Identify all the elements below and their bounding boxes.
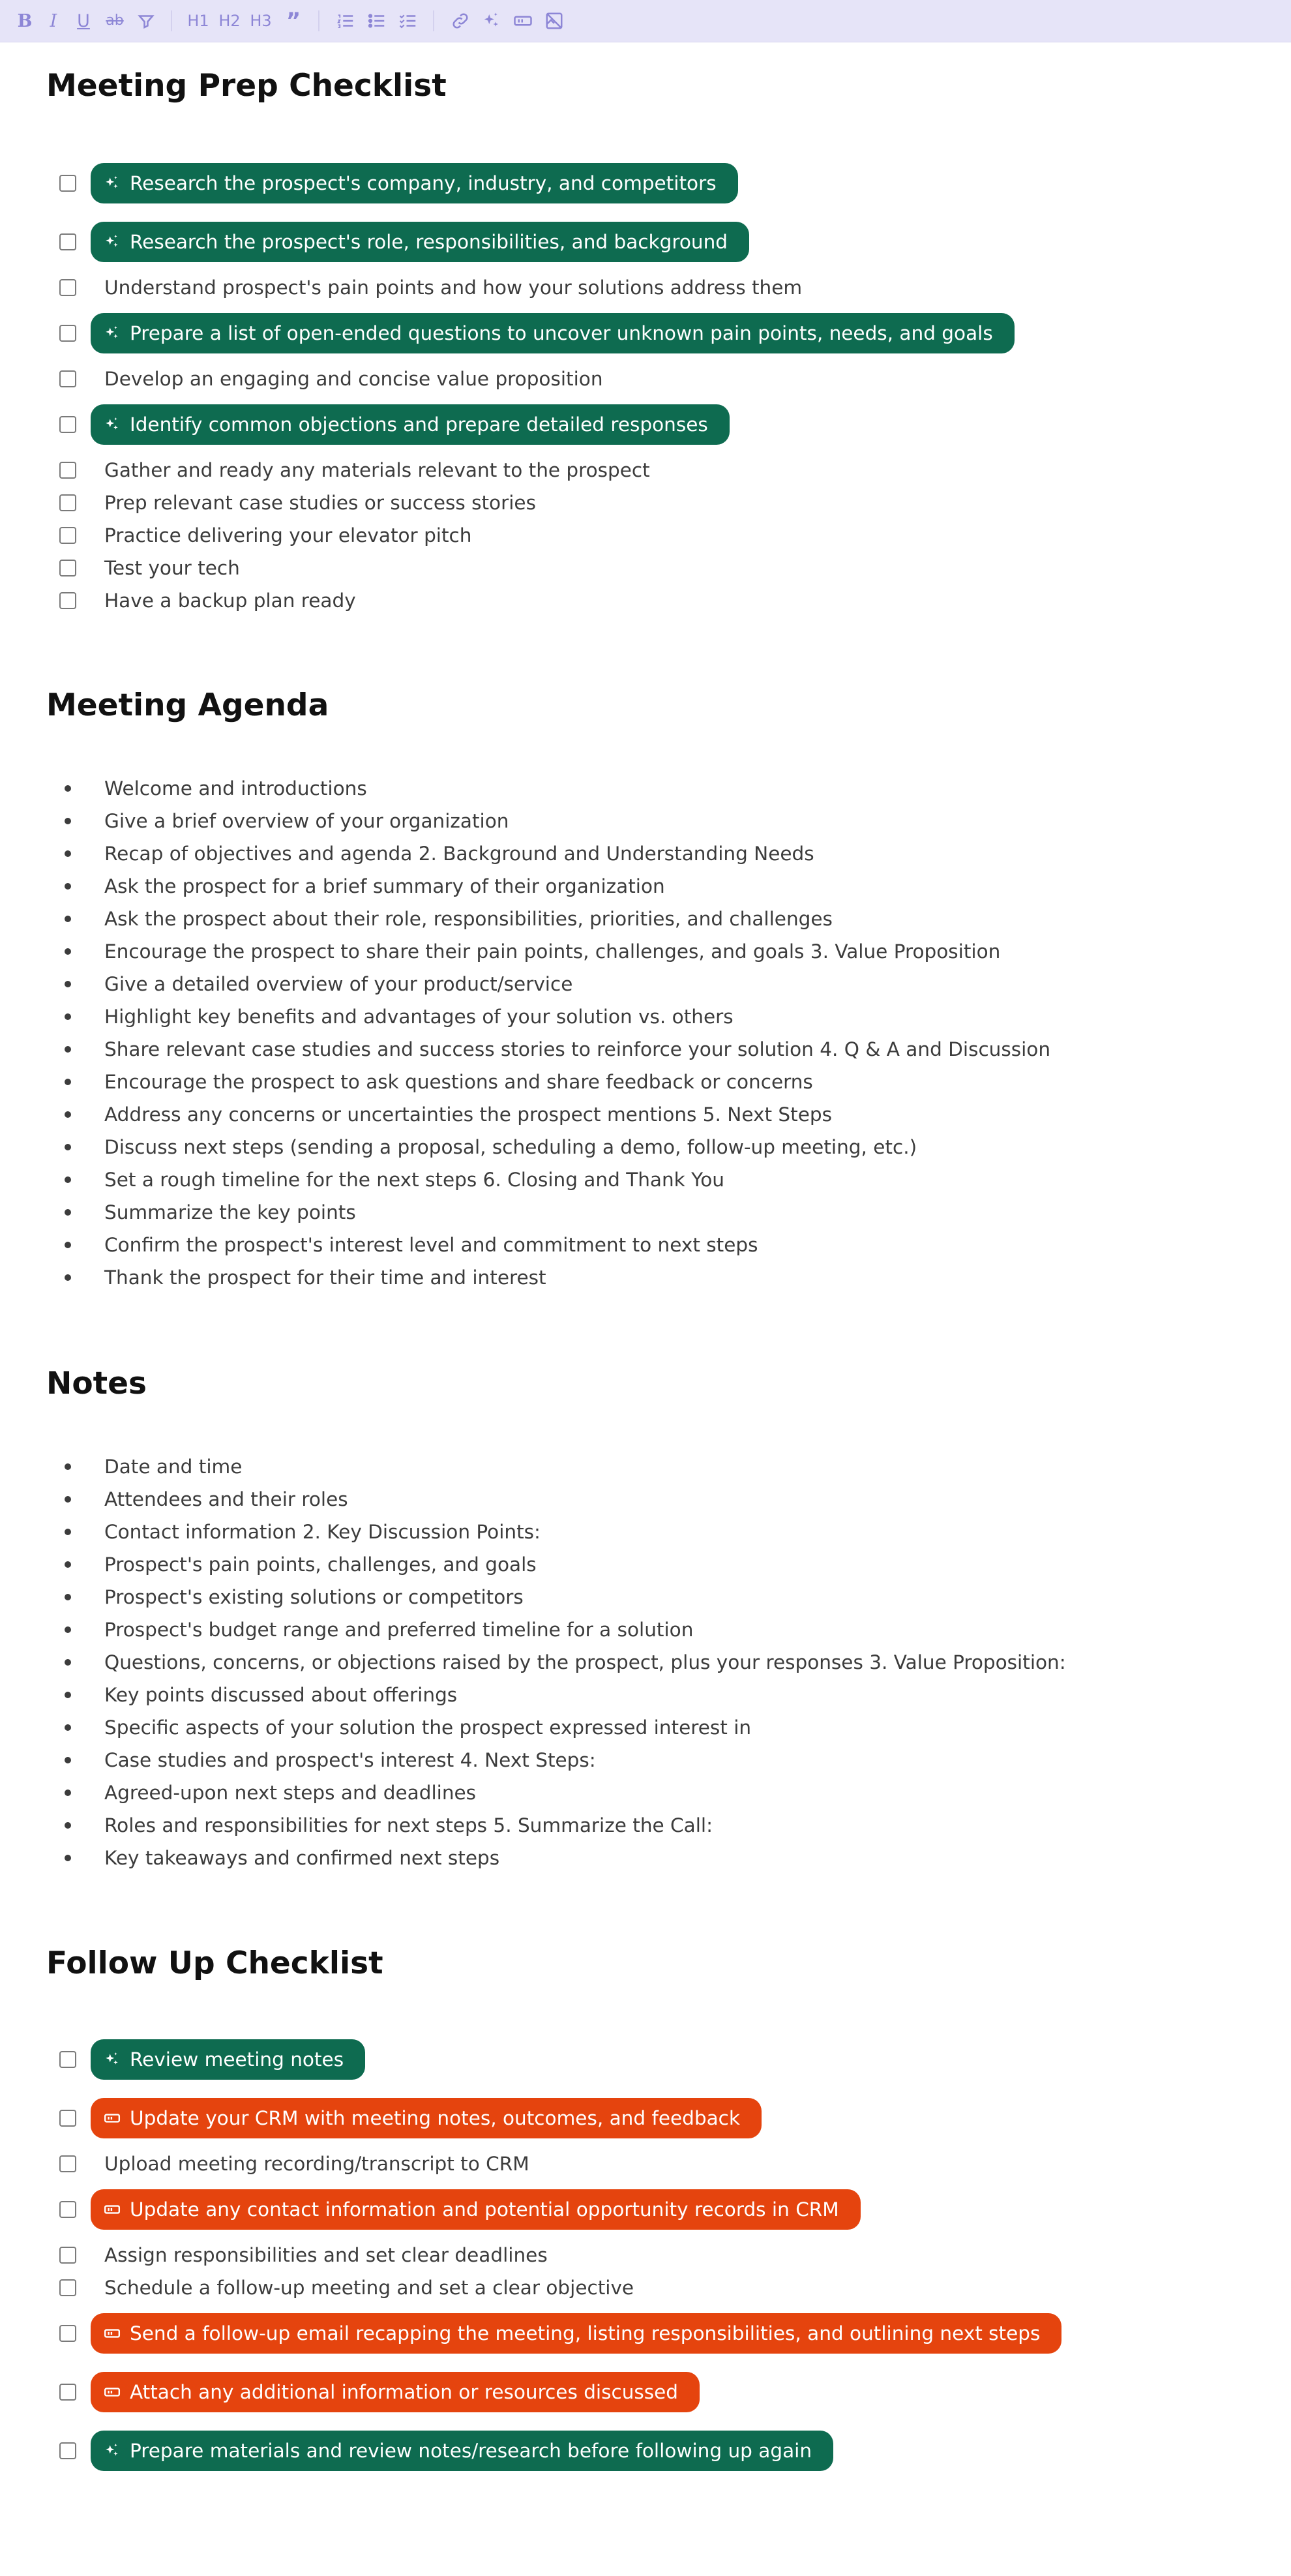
bullet-dot [65, 1822, 71, 1829]
checklist-item [0, 167, 1239, 200]
checkbox[interactable] [59, 175, 76, 192]
checklist-item [0, 2271, 1239, 2304]
crm-field-chip[interactable] [91, 2098, 762, 2138]
list-item-label[interactable]: Recap of objectives and agenda 2. Background and Understanding Needs [104, 843, 814, 865]
list-item-label[interactable]: Attendees and their roles [104, 1488, 348, 1510]
section-heading: Meeting Prep Checklist [46, 68, 447, 104]
checkbox[interactable] [59, 370, 76, 387]
checkbox[interactable] [59, 2384, 76, 2401]
italic-label: I [50, 10, 57, 31]
bullet-dot [65, 981, 71, 987]
bullet-dot [65, 1659, 71, 1666]
list-item-label[interactable]: Key takeaways and confirmed next steps [104, 1847, 500, 1869]
variable-field-icon [513, 11, 533, 31]
list-item-label[interactable]: Prospect's pain points, challenges, and goals [104, 1553, 537, 1576]
bullet-dot [65, 1463, 71, 1470]
bold-label: B [17, 10, 33, 31]
strikethrough-label: ab [106, 12, 124, 29]
bullet-dot [65, 1274, 71, 1281]
bullet-dot [65, 1144, 71, 1150]
list-item-label[interactable]: Thank the prospect for their time and interest [104, 1266, 546, 1289]
no-image-icon [544, 11, 564, 31]
ai-suggestion-chip[interactable] [91, 163, 738, 203]
highlight-button[interactable] [134, 9, 158, 33]
list-item-label[interactable]: Agreed-upon next steps and deadlines [104, 1782, 477, 1804]
list-item [0, 1163, 1239, 1196]
chip-label: Research the prospect's company, industry, and competitors [130, 172, 717, 194]
bullet-dot [65, 1079, 71, 1085]
blockquote-label: ” [286, 8, 301, 34]
list-item [0, 837, 1239, 870]
checklist-item [0, 454, 1239, 487]
checklist-item-label[interactable]: Develop an engaging and concise value proposition [104, 368, 603, 390]
checklist-item [0, 2102, 1239, 2134]
list-item-label[interactable]: Encourage the prospect to share their pain points, challenges, and goals 3. Value Proposition [104, 940, 1001, 963]
checklist-item [0, 2317, 1239, 2350]
variable-field-icon [104, 2384, 121, 2401]
ai-assist-button[interactable] [480, 9, 503, 33]
list-item-label[interactable]: Address any concerns or uncertainties the prospect mentions 5. Next Steps [104, 1103, 832, 1126]
list-item-label[interactable]: Roles and responsibilities for next steps 5. Summarize the Call: [104, 1814, 713, 1836]
bullet-list-icon [367, 11, 387, 31]
checklist-icon [398, 11, 418, 31]
bullet-dot [65, 850, 71, 857]
chip-label: Update any contact information and potential opportunity records in CRM [130, 2198, 839, 2221]
ai-suggestion-chip[interactable] [91, 2039, 365, 2080]
list-item [0, 1646, 1239, 1679]
ai-sparkle-icon [104, 2442, 121, 2459]
list-item [0, 1098, 1239, 1131]
list-item [0, 1229, 1239, 1261]
checklist-item [0, 2376, 1239, 2408]
list-item [0, 1744, 1239, 1776]
checkbox[interactable] [59, 2279, 76, 2296]
clear-media-button[interactable] [542, 9, 566, 33]
checkbox[interactable] [59, 2155, 76, 2172]
checkbox[interactable] [59, 2247, 76, 2264]
list-item [0, 1483, 1239, 1516]
bullet-dot [65, 1594, 71, 1600]
checkbox[interactable] [59, 2110, 76, 2127]
crm-field-chip[interactable] [91, 2189, 861, 2230]
bullet-dot [65, 1692, 71, 1698]
checkbox[interactable] [59, 2442, 76, 2459]
bullet-dot [65, 1046, 71, 1053]
strikethrough-button[interactable] [103, 9, 126, 33]
list-item-label[interactable]: Give a detailed overview of your product/service [104, 973, 573, 995]
checklist-item [0, 2434, 1239, 2467]
bullet-dot [65, 1176, 71, 1183]
ai-sparkle-icon [104, 2051, 121, 2068]
bullet-dot [65, 1757, 71, 1763]
ai-suggestion-chip[interactable] [91, 2431, 833, 2471]
list-item [0, 805, 1239, 837]
underline-button[interactable] [72, 9, 95, 33]
list-item [0, 1711, 1239, 1744]
list-item-label[interactable]: Date and time [104, 1456, 243, 1478]
bullet-dot [65, 1242, 71, 1248]
bullet-dot [65, 1111, 71, 1118]
list-item-label[interactable]: Set a rough timeline for the next steps 6. Closing and Thank You [104, 1169, 724, 1191]
bullet-dot [65, 916, 71, 922]
bullet-dot [65, 818, 71, 824]
checklist-item [0, 2043, 1239, 2076]
bullet-dot [65, 1724, 71, 1731]
list-item-label[interactable]: Summarize the key points [104, 1201, 356, 1223]
list-item [0, 1131, 1239, 1163]
list-item [0, 1581, 1239, 1613]
heading-3-button[interactable] [249, 9, 273, 33]
toolbar-divider [171, 10, 172, 31]
variable-field-icon [104, 2201, 121, 2218]
ordered-list-button[interactable] [334, 9, 357, 33]
list-item [0, 1842, 1239, 1874]
list-item [0, 1033, 1239, 1066]
chip-label: Prepare a list of open-ended questions to uncover unknown pain points, needs, and goals [130, 322, 993, 344]
blockquote-button[interactable] [282, 9, 305, 33]
formatting-toolbar [0, 0, 1291, 42]
list-item-label[interactable]: Discuss next steps (sending a proposal, scheduling a demo, follow-up meeting, etc.) [104, 1136, 917, 1158]
bullet-dot [65, 948, 71, 955]
toolbar-divider [318, 10, 319, 31]
bullet-dot [65, 1496, 71, 1503]
checklist-item [0, 363, 1239, 395]
list-item [0, 1613, 1239, 1646]
checkbox[interactable] [59, 2051, 76, 2068]
list-item [0, 1776, 1239, 1809]
checkbox[interactable] [59, 592, 76, 609]
checkbox[interactable] [59, 279, 76, 296]
ai-sparkle-icon [104, 325, 121, 342]
heading-2-label: H2 [218, 12, 241, 30]
checklist-item-label[interactable]: Prep relevant case studies or success stories [104, 492, 536, 514]
section-heading: Meeting Agenda [46, 687, 329, 723]
heading-3-label: H3 [250, 12, 272, 30]
underline-label: U [77, 10, 90, 31]
checklist-item [0, 317, 1239, 350]
list-item [0, 1000, 1239, 1033]
link-button[interactable] [449, 9, 472, 33]
checklist-item [0, 552, 1239, 584]
bullet-dot [65, 1790, 71, 1796]
list-item-label[interactable]: Ask the prospect for a brief summary of their organization [104, 875, 665, 897]
bullet-dot [65, 1855, 71, 1861]
checkbox[interactable] [59, 494, 76, 511]
checklist-item [0, 2148, 1239, 2180]
list-item-label[interactable]: Welcome and introductions [104, 777, 367, 800]
list-item [0, 968, 1239, 1000]
checklist-item-label[interactable]: Test your tech [104, 557, 240, 579]
checklist-button[interactable] [396, 9, 420, 33]
list-item [0, 870, 1239, 903]
crm-field-chip[interactable] [91, 2313, 1061, 2354]
italic-button[interactable] [42, 9, 65, 33]
ai-sparkle-icon [482, 11, 501, 31]
checkbox[interactable] [59, 2325, 76, 2342]
link-icon [451, 11, 470, 31]
checklist-item-label[interactable]: Upload meeting recording/transcript to CRM [104, 2153, 529, 2175]
list-item-label[interactable]: Prospect's budget range and preferred timeline for a solution [104, 1619, 694, 1641]
checklist-item [0, 519, 1239, 552]
checklist-item [0, 487, 1239, 519]
list-item [0, 1261, 1239, 1294]
bullet-dot [65, 1209, 71, 1216]
checklist-item [0, 271, 1239, 304]
checklist-item [0, 2193, 1239, 2226]
list-item [0, 772, 1239, 805]
checklist-item [0, 2239, 1239, 2271]
list-item [0, 1196, 1239, 1229]
variable-field-icon [104, 2325, 121, 2342]
list-item [0, 1450, 1239, 1483]
list-item-label[interactable]: Questions, concerns, or objections raised by the prospect, plus your responses 3. Value Proposition: [104, 1651, 1066, 1673]
chip-label: Identify common objections and prepare detailed responses [130, 413, 708, 436]
checkbox[interactable] [59, 233, 76, 250]
bullet-dot [65, 1561, 71, 1568]
list-item [0, 1066, 1239, 1098]
ai-suggestion-chip[interactable] [91, 313, 1015, 353]
chip-label: Update your CRM with meeting notes, outcomes, and feedback [130, 2107, 740, 2129]
list-item-label[interactable]: Encourage the prospect to ask questions and share feedback or concerns [104, 1071, 813, 1093]
checklist-item-label[interactable]: Gather and ready any materials relevant to the prospect [104, 459, 650, 481]
bold-button[interactable] [13, 9, 37, 33]
bullet-dot [65, 785, 71, 792]
highlighter-icon [136, 11, 156, 31]
list-item [0, 935, 1239, 968]
checkbox[interactable] [59, 325, 76, 342]
crm-field-chip[interactable] [91, 2372, 700, 2412]
chip-label: Send a follow-up email recapping the meeting, listing responsibilities, and outlining next steps [130, 2322, 1041, 2344]
ai-sparkle-icon [104, 175, 121, 192]
list-item-label[interactable]: Share relevant case studies and success stories to reinforce your solution 4. Q & A and Discussion [104, 1038, 1051, 1060]
ai-sparkle-icon [104, 233, 121, 250]
section-heading: Follow Up Checklist [46, 1945, 383, 1981]
checklist-item-label[interactable]: Have a backup plan ready [104, 590, 356, 612]
chip-label: Review meeting notes [130, 2048, 344, 2071]
list-item-label[interactable]: Give a brief overview of your organization [104, 810, 509, 832]
section-heading: Notes [46, 1366, 147, 1401]
list-item [0, 1679, 1239, 1711]
chip-label: Prepare materials and review notes/research before following up again [130, 2440, 812, 2462]
heading-1-label: H1 [187, 12, 209, 30]
list-item-label[interactable]: Prospect's existing solutions or competitors [104, 1586, 524, 1608]
list-item-label[interactable]: Ask the prospect about their role, responsibilities, priorities, and challenges [104, 908, 833, 930]
checklist-item-label[interactable]: Assign responsibilities and set clear deadlines [104, 2244, 548, 2266]
bullet-list-button[interactable] [365, 9, 389, 33]
list-item-label[interactable]: Specific aspects of your solution the prospect expressed interest in [104, 1716, 752, 1739]
checkbox[interactable] [59, 462, 76, 479]
checklist-item [0, 226, 1239, 258]
list-item-label[interactable]: Case studies and prospect's interest 4. Next Steps: [104, 1749, 596, 1771]
checkbox[interactable] [59, 416, 76, 433]
list-item [0, 1548, 1239, 1581]
checkbox[interactable] [59, 2201, 76, 2218]
list-item [0, 1809, 1239, 1842]
checklist-item-label[interactable]: Understand prospect's pain points and how your solutions address them [104, 277, 803, 299]
list-item [0, 1516, 1239, 1548]
list-item-label[interactable]: Key points discussed about offerings [104, 1684, 458, 1706]
bullet-dot [65, 1626, 71, 1633]
checkbox[interactable] [59, 527, 76, 544]
checklist-item [0, 408, 1239, 441]
toolbar-divider [433, 10, 434, 31]
chip-label: Attach any additional information or resources discussed [130, 2381, 679, 2403]
list-item-label[interactable]: Contact information 2. Key Discussion Points: [104, 1521, 541, 1543]
ai-suggestion-chip[interactable] [91, 222, 749, 262]
variable-field-icon [104, 2110, 121, 2127]
bullet-dot [65, 883, 71, 890]
bullet-dot [65, 1529, 71, 1535]
checkbox[interactable] [59, 560, 76, 577]
chip-label: Research the prospect's role, responsibilities, and background [130, 231, 728, 253]
heading-1-button[interactable] [186, 9, 210, 33]
checklist-item [0, 584, 1239, 617]
list-item-label[interactable]: Highlight key benefits and advantages of your solution vs. others [104, 1006, 734, 1028]
bullet-dot [65, 1013, 71, 1020]
checklist-item-label[interactable]: Practice delivering your elevator pitch [104, 524, 472, 547]
list-item [0, 903, 1239, 935]
list-item-label[interactable]: Confirm the prospect's interest level and commitment to next steps [104, 1234, 758, 1256]
ordered-list-icon [336, 11, 355, 31]
heading-2-button[interactable] [218, 9, 241, 33]
checklist-item-label[interactable]: Schedule a follow-up meeting and set a clear objective [104, 2277, 634, 2299]
ai-suggestion-chip[interactable] [91, 404, 730, 445]
insert-field-button[interactable] [511, 9, 535, 33]
ai-sparkle-icon [104, 416, 121, 433]
